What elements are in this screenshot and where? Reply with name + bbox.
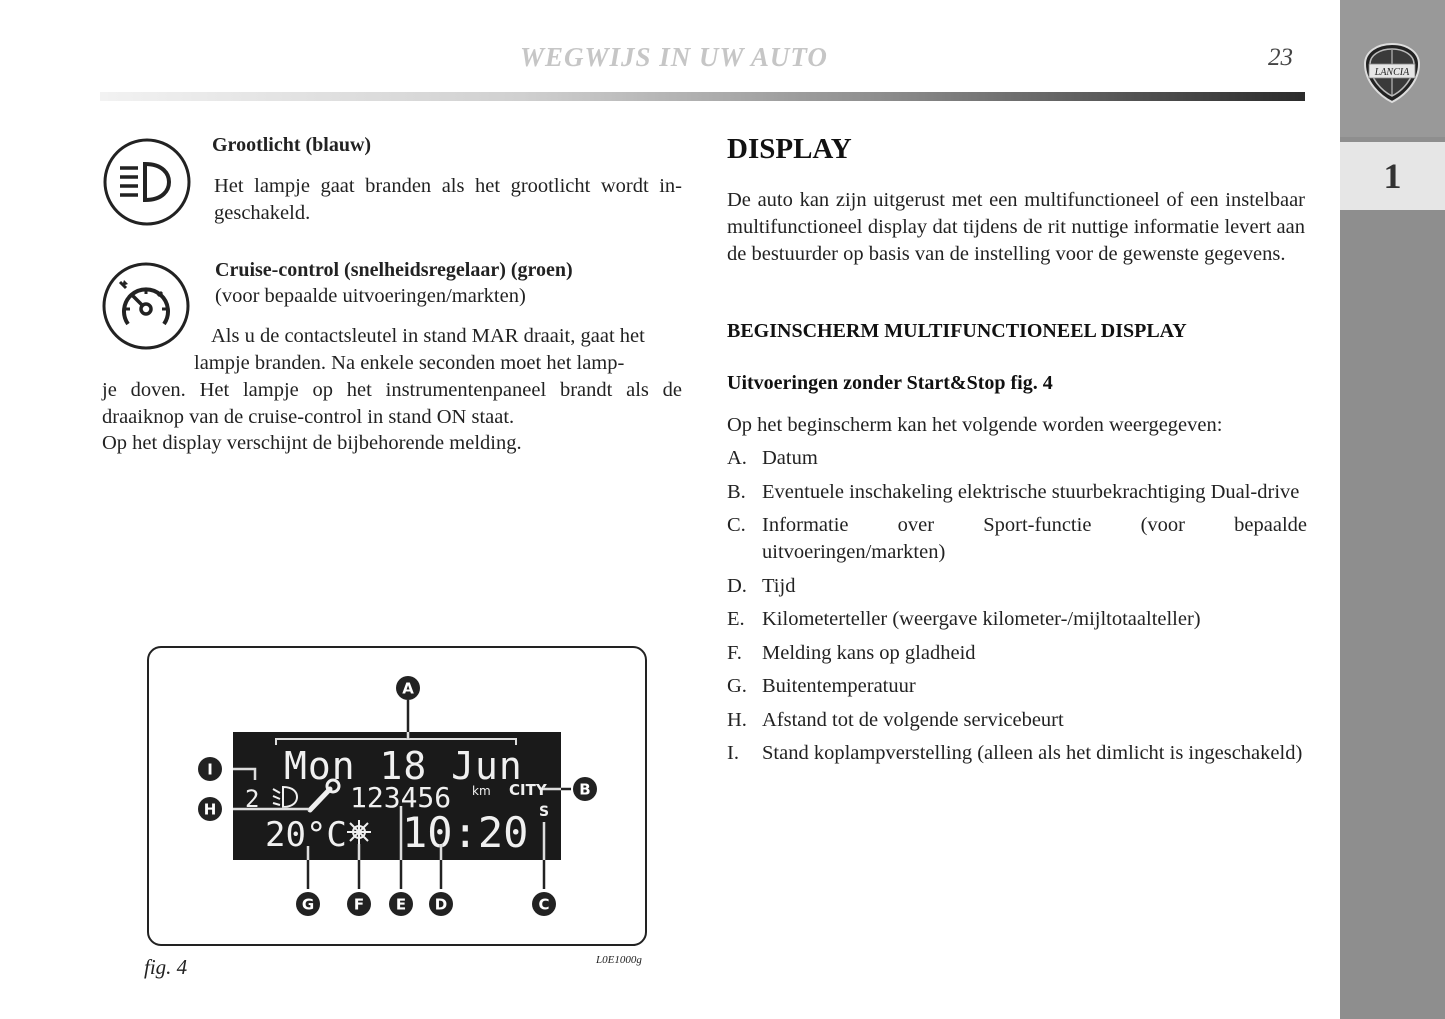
cruise-control-text-rest: je doven. Het lampje op het instrumentenpaneel brandt als de draaiknop van de cruise-control in stand ON staat. — [102, 379, 682, 428]
lcd-headlamp-level: 2 — [245, 785, 260, 813]
list-item: G. Buitentemperatuur — [727, 675, 916, 697]
list-item: H. Afstand tot de volgende servicebeurt — [727, 708, 1064, 731]
callout-d: D — [434, 895, 448, 914]
list-item: B. Eventuele inschakeling elektrische stuurbekrachtiging Dual-drive — [727, 480, 1300, 503]
list-item: I. Stand koplampverstelling (alleen als het dimlicht is ingeschakeld) — [727, 742, 1303, 764]
page-number: 23 — [1268, 44, 1293, 71]
display-heading: DISPLAY — [727, 133, 852, 165]
cruise-control-subtitle: (voor bepaalde uitvoeringen/markten) — [215, 285, 526, 307]
display-intro: De auto kan zijn uitgerust met een multifunctioneel of een instelbaar multifunctioneel display dat tijdens de rit nuttige informatie levert aan de bestuurder op basis van de instelling voor de gewenste gegevens. — [727, 189, 1305, 265]
callout-g: G — [301, 895, 315, 914]
lcd-time: 10:20 — [402, 808, 529, 857]
list-item: D. Tijd — [727, 574, 796, 597]
list-item: F. Melding kans op gladheid — [727, 641, 976, 664]
chapter-number: 1 — [1340, 142, 1445, 210]
running-title: WEGWIJS IN UW AUTO — [520, 42, 828, 72]
list-item: A. Datum — [727, 447, 818, 469]
high-beam-title: Grootlicht (blauw) — [212, 134, 372, 156]
figure-caption: fig. 4 — [144, 955, 188, 979]
lcd-sport: S — [539, 804, 550, 820]
callout-f: F — [353, 895, 365, 914]
display-items-list — [727, 445, 1307, 774]
uitvoeringen-heading: Uitvoeringen zonder Start&Stop fig. 4 — [727, 372, 1053, 394]
figure-code: L0E1000g — [596, 954, 642, 966]
high-beam-text: Het lampje gaat branden als het grootlicht wordt in-geschakeld. — [214, 175, 682, 224]
lcd-date: Mon 18 Jun — [284, 744, 523, 788]
cruise-control-text-line2: lampje branden. Na enkele seconden moet het lamp- — [194, 352, 625, 374]
high-beam-icon — [103, 138, 191, 226]
callout-b: B — [579, 780, 591, 799]
lcd-mode: CITY — [509, 781, 547, 799]
callout-a: A — [402, 679, 414, 698]
cruise-control-text-last: Op het display verschijnt de bijbehorende melding. — [102, 432, 522, 454]
display-figure — [147, 646, 647, 946]
cruise-control-title: Cruise-control (snelheidsregelaar) (groen) — [215, 259, 573, 281]
lcd-unit: km — [472, 784, 491, 798]
beginscherm-heading: BEGINSCHERM MULTIFUNCTIONEEL DISPLAY — [727, 320, 1187, 342]
cruise-control-icon — [102, 262, 190, 350]
list-item: C. Informatie over Sport-functie (voor bepaalde uitvoeringen/markten) — [727, 514, 1307, 563]
callout-h: H — [203, 800, 217, 819]
callout-i: I — [207, 760, 213, 779]
lcd-odometer: 123456 — [350, 781, 452, 814]
lancia-logo-icon — [1362, 42, 1422, 104]
callout-e: E — [395, 895, 407, 914]
logo-text: LANCIA — [1374, 67, 1410, 78]
list-item: E. Kilometerteller (weergave kilometer-/mijltotaalteller) — [727, 608, 1201, 630]
list-intro: Op het beginscherm kan het volgende worden weergegeven: — [727, 414, 1223, 436]
lcd-snowflake-icon — [347, 820, 371, 844]
callout-c: C — [538, 895, 550, 914]
lcd-temperature: 20°C — [265, 815, 347, 855]
header-rule — [100, 92, 1305, 101]
cruise-control-text-line1: Als u de contactsleutel in stand MAR draait, gaat het — [211, 325, 645, 347]
